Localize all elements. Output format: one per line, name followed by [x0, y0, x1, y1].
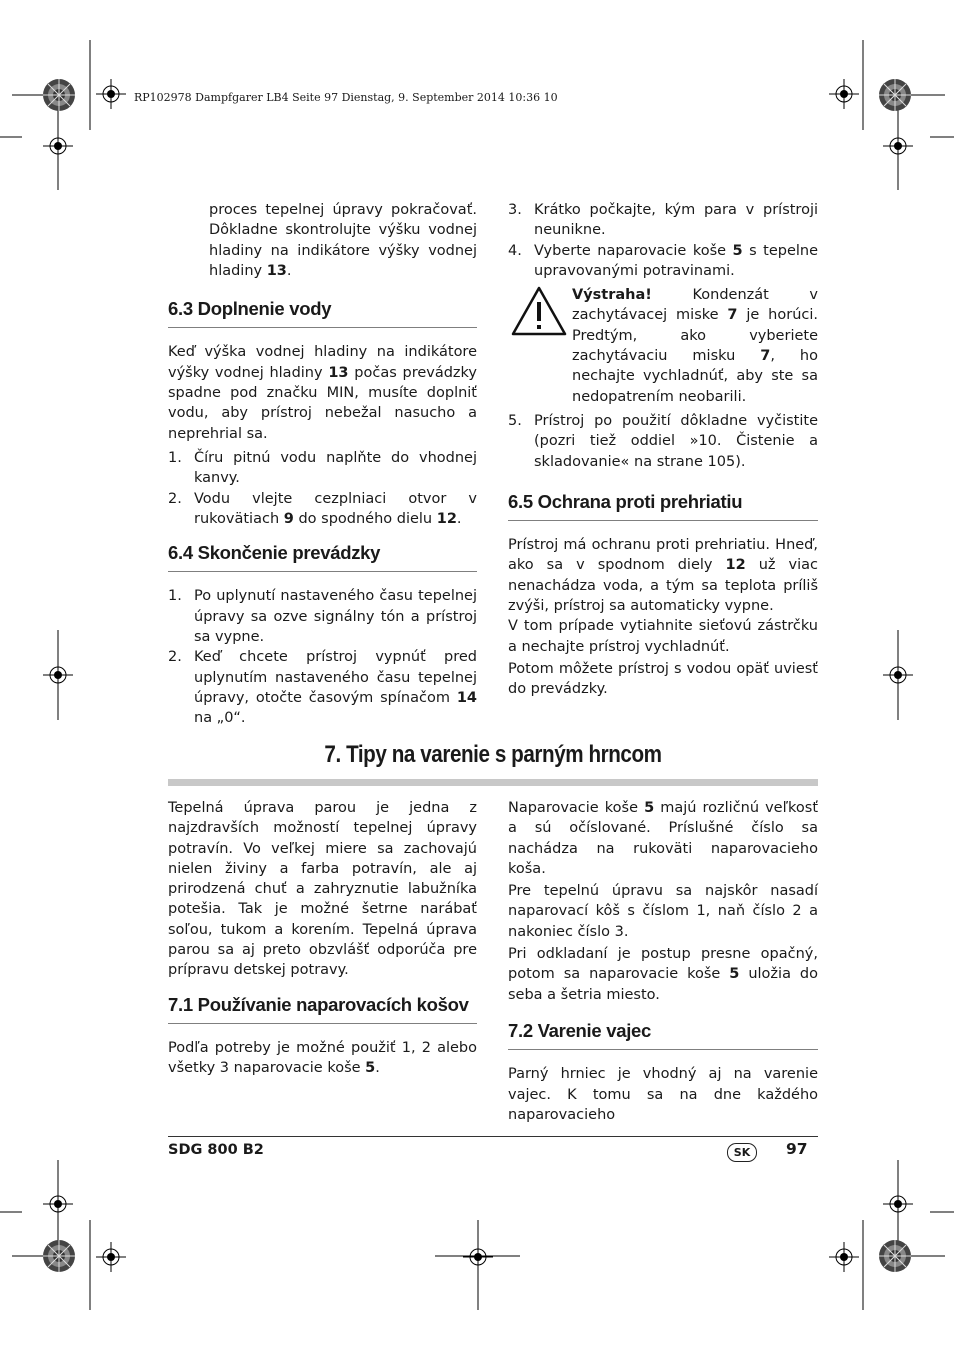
ref-number: 5 [732, 242, 743, 259]
list-text: Po uplynutí nastaveného času tepelnej úpravy sa ozve signálny tón a prístroj sa vypne. [194, 588, 477, 646]
registration-mark-icon [43, 131, 73, 161]
baskets-paragraph-1 [508, 798, 818, 879]
page-number: 97 [786, 1140, 808, 1158]
baskets-text-b: majú rozličnú veľkosť a sú očíslované. Príslušné číslo sa nachádza na rukoväti naparovacieho koša. [508, 800, 819, 877]
ref-number: 9 [283, 510, 294, 527]
list-text: Prístroj po použití dôkladne vyčistite (pozri tiež oddiel »10. Čistenie a skladovanie« na strane 105). [534, 412, 818, 470]
chapter-intro: Tepelná úprava parou je jedna z najzdravších možností tepelnej úpravy potravín. Vo veľkej miere sa zachovajú nielen živiny a farba potravín, ale aj prirodzená chuť a zahryznutie labužníka potešia. Tak je možné šetrne narábať soľou, tukom a korením. Tepelná úprava parou sa aj preto obzvlášť odporúča pre prípravu detskej potravy. [168, 800, 477, 979]
registration-mark-icon [463, 1242, 493, 1272]
s65-paragraph-2: V tom prípade vytiahnite sieťovú zástrčku a nechajte prístroj vychladnúť. [508, 618, 818, 655]
intro-text: proces tepelnej úpravy pokračovať. Dôkladne skontrolujte výšku vodnej hladiny na indikátore výšky vodnej hladiny [209, 202, 477, 279]
baskets-paragraph-3 [508, 944, 818, 1005]
ref-number: 7 [760, 348, 771, 365]
registration-mark-icon [43, 660, 73, 690]
section-title-6-3: 6.3 Doplnenie vody [168, 299, 477, 328]
list-number: 3. [508, 202, 522, 218]
left-column-top [168, 200, 477, 729]
list-number: 1. [168, 449, 182, 466]
ref-number: 14 [456, 689, 478, 706]
registration-mark-icon [829, 1242, 859, 1272]
list-number: 2. [168, 649, 182, 666]
ref-number: 5 [644, 800, 655, 816]
list-text-a: Keď chcete prístroj vypnúť pred uplynutím nastaveného času tepelnej úpravy, otočte časovým spínačom [194, 649, 477, 706]
list-item [168, 489, 477, 530]
ref-number: 12 [436, 510, 457, 527]
right-column-bottom [508, 798, 818, 1125]
intro-paragraph: proces tepelnej úpravy pokračovať. Dôkladne skontrolujte výšku vodnej hladiny na indikátore výšky vodnej hladiny 13. [209, 202, 477, 279]
color-target-icon [878, 1239, 912, 1273]
ref-number: 13 [328, 364, 349, 381]
s65-text-b: už viac nenachádza voda, a tým sa teplota príliš zvýši, prístroj sa automaticky vypne. [508, 557, 818, 615]
language-badge: SK [727, 1143, 757, 1162]
list-item [168, 647, 477, 728]
s63-paragraph [168, 342, 477, 443]
list-number: 1. [168, 588, 182, 605]
ref-number: 12 [725, 557, 746, 574]
ref-number: 5 [365, 1060, 376, 1077]
list-text-b: do spodného dielu [298, 510, 433, 527]
registration-mark-icon [883, 660, 913, 690]
s63-text-b: počas prevádzky spadne pod značku MIN, musíte doplniť vodu, aby prístroj nebežal nasucho a neprehrial sa. [168, 364, 478, 442]
chapter-title-bar [168, 779, 818, 786]
s71-paragraph [168, 1038, 477, 1079]
list-text-a: Vodu vlejte cezplniaci otvor v rukovätiach [194, 490, 477, 527]
right-column-top [508, 200, 818, 700]
list-text: Číru pitnú vodu naplňte do vhodnej kanvy. [194, 449, 477, 487]
section-title-7-1: 7.1 Používanie naparovacích košov [168, 995, 477, 1024]
list-text [194, 489, 477, 530]
list-text-b: na „0“. [194, 710, 246, 727]
warning-text [572, 285, 818, 407]
list-text-a: Vyberte naparovacie koše [534, 242, 727, 259]
chapter-title: 7. Tipy na varenie s parným hrncom [324, 741, 662, 768]
registration-mark-icon [96, 1242, 126, 1272]
list-text: Krátko počkajte, kým para v prístroji neunikne. [534, 202, 818, 239]
ref-number: 5 [729, 966, 740, 983]
s72-paragraph: Parný hrniec je vhodný aj na varenie vajec. K tomu sa na dne každého naparovacieho [508, 1066, 818, 1123]
ref-number: 13 [266, 262, 287, 279]
warning-triangle-icon [510, 285, 568, 337]
s71-text-b: . [375, 1060, 380, 1077]
registration-mark-icon [883, 1189, 913, 1219]
warning-label: Výstraha! [572, 287, 652, 304]
list-text-b: s tepelne upravovanými potravinami. [534, 242, 819, 279]
list-text [534, 241, 818, 282]
left-column-bottom [168, 798, 477, 1079]
s71-text-a: Podľa potreby je možné použiť 1, 2 alebo všetky 3 naparovacie koše [168, 1039, 477, 1077]
warning-block [508, 285, 818, 407]
list-item [508, 241, 818, 282]
color-target-icon [42, 1239, 76, 1273]
footer-rule [168, 1136, 818, 1137]
baskets-text-c: Pri odkladaní je postup presne opačný, potom sa naparovacie koše [508, 946, 818, 983]
list-text [194, 647, 477, 728]
registration-mark-icon [883, 131, 913, 161]
s65-paragraph-3: Potom môžete prístroj s vodou opäť uviesť do prevádzky. [508, 660, 818, 698]
ref-number: 7 [727, 307, 738, 324]
section-title-7-2: 7.2 Varenie vajec [508, 1021, 818, 1050]
list-number: 4. [508, 242, 522, 259]
registration-mark-icon [829, 79, 859, 109]
list-item [508, 411, 818, 472]
baskets-text-a: Naparovacie koše [508, 800, 639, 816]
color-target-icon [42, 78, 76, 112]
registration-mark-icon [96, 79, 126, 109]
s65-paragraph-1 [508, 535, 818, 616]
list-item [168, 448, 477, 489]
list-number: 5. [508, 412, 522, 429]
baskets-paragraph-2: Pre tepelnú úpravu sa najskôr nasadí naparovací kôš s číslom 1, naň číslo 2 a nakoniec číslo 3. [508, 883, 818, 940]
registration-mark-icon [43, 1189, 73, 1219]
print-header: RP102978 Dampfgarer LB4 Seite 97 Dienstag, 9. September 2014 10:36 10 [134, 91, 558, 104]
warning-text-b: je horúci. Predtým, ako vyberiete zachytávaciu misku [572, 307, 818, 365]
list-number: 2. [168, 490, 182, 507]
list-item [508, 200, 818, 241]
s65-text-a: Prístroj má ochranu proti prehriatiu. Hneď, ako sa v spodnom diely [508, 537, 818, 574]
color-target-icon [878, 78, 912, 112]
list-text-c: . [456, 510, 462, 527]
footer-model: SDG 800 B2 [168, 1142, 264, 1158]
section-title-6-4: 6.4 Skončenie prevádzky [168, 543, 477, 572]
s63-text-a: Keď výška vodnej hladiny na indikátore výšky vodnej hladiny [168, 344, 477, 381]
warning-text-c: , ho nechajte vychladnúť, aby ste sa nedopatrením neobarili. [572, 348, 818, 405]
baskets-text-d: uložia do seba a šetria miesto. [508, 966, 818, 1003]
section-title-6-5: 6.5 Ochrana proti prehriatiu [508, 492, 818, 521]
list-item [168, 586, 477, 647]
warning-text-a: Kondenzát v zachytávacej miske [572, 287, 818, 324]
